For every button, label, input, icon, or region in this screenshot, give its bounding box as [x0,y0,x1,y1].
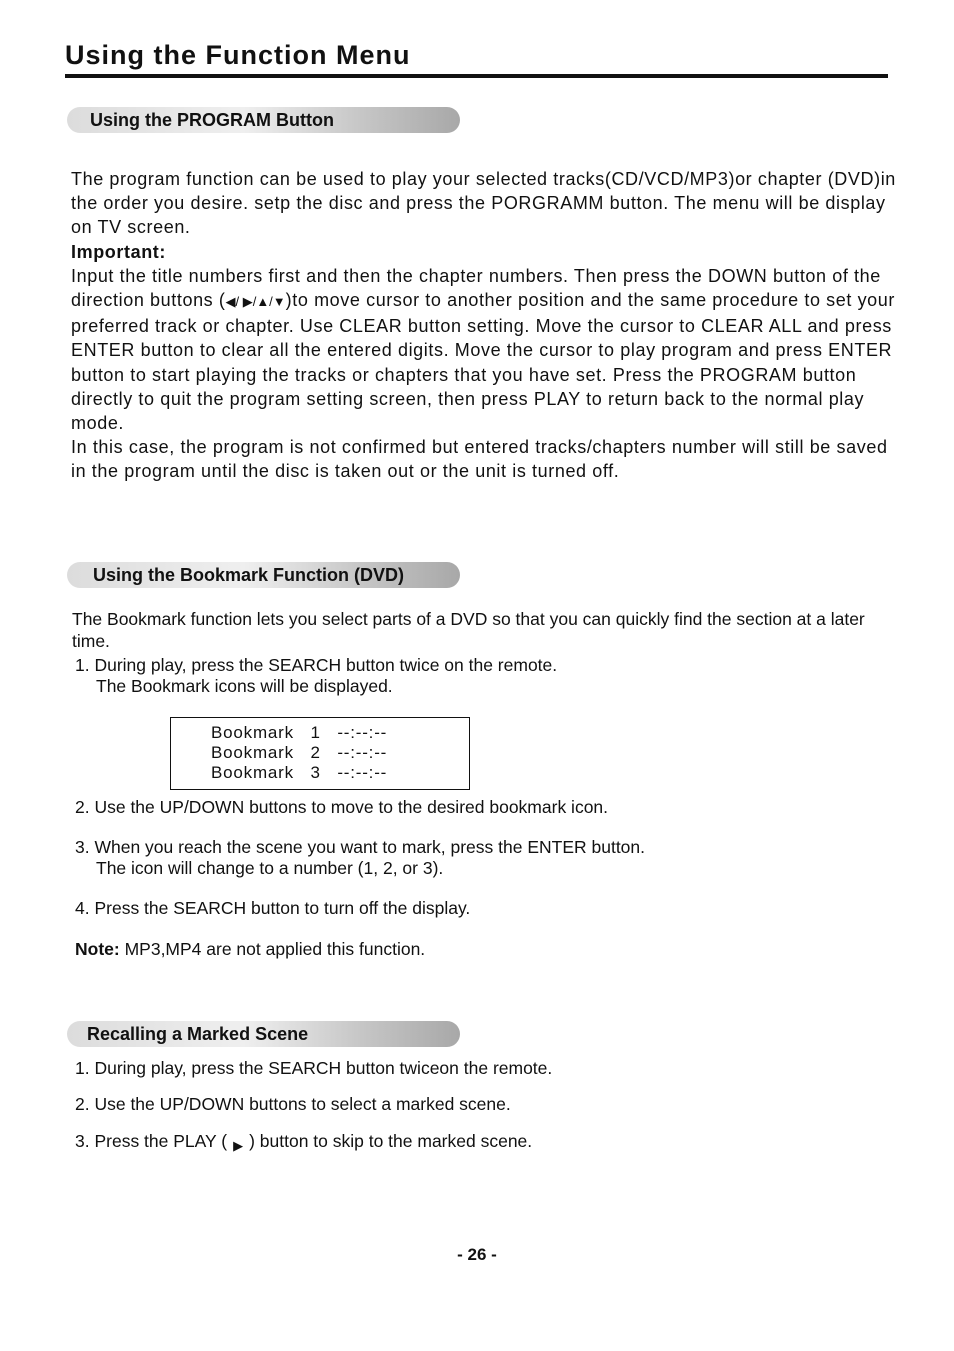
program-section-heading [67,107,460,133]
bookmark-intro: The Bookmark function lets you select parts of a DVD so that you can quickly find the section at a later time. [72,609,865,651]
bookmark-row-3: Bookmark 3 --:--:-- [211,763,388,782]
page-title: Using the Function Menu [65,40,888,78]
program-body [71,167,901,484]
program-instructions [71,264,901,435]
recall-step-3-before: 3. Press the PLAY ( [75,1131,228,1151]
bookmark-step-3-sub: The icon will change to a number (1, 2, or 3). [96,858,444,878]
bookmark-note-text: MP3,MP4 are not applied this function. [119,939,426,959]
bookmark-step-1-sub: The Bookmark icons will be displayed. [96,676,393,696]
bookmark-step-1: 1. During play, press the SEARCH button twice on the remote. [75,655,558,675]
program-note: In this case, the program is not confirmed but entered tracks/chapters number will still be saved in the program until the disc is taken out or the unit is turned off. [71,437,888,482]
program-intro: The program function can be used to play your selected tracks(CD/VCD/MP3)or chapter (DVD)in the order you desire. setp the disc and press the PORGRAMM button. The menu will be display on TV screen. [71,169,896,238]
bookmark-section-heading [67,562,460,588]
recall-step-1: 1. During play, press the SEARCH button twiceon the remote. [75,1058,553,1078]
bookmark-display-box [170,717,470,790]
play-icon: ▶ [233,1138,244,1153]
bookmark-row-1: Bookmark 1 --:--:-- [211,723,388,742]
bookmark-note-label: Note: [75,939,120,959]
bookmark-step-4: 4. Press the SEARCH button to turn off the display. [75,898,471,918]
recall-heading-text: Recalling a Marked Scene [87,1024,309,1044]
bookmark-step-2: 2. Use the UP/DOWN buttons to move to the desired bookmark icon. [75,797,609,817]
recall-step-3-after: ) button to skip to the marked scene. [249,1131,533,1151]
direction-arrows-icon: ◀/ ▶/▲/▼ [225,294,286,310]
bookmark-step-3: 3. When you reach the scene you want to mark, press the ENTER button. [75,837,646,857]
page-number: - 26 - [457,1245,497,1264]
program-instructions-after: )to move cursor to another position and the same procedure to set your preferred track or chapter. Use CLEAR button setting. Move the cursor to CLEAR ALL and press ENTER button to clear all the entered digits. Move the cursor to play program and press ENTER button to start playing the tracks or chapters that you have set. Press the PROGRAM button directly to quit the program setting screen, then press PLAY to return back to the normal play mode. [71,290,895,434]
recall-step-2: 2. Use the UP/DOWN buttons to select a marked scene. [75,1094,511,1114]
program-instructions-before: Input the title numbers first and then the chapter numbers. Then press the DOWN button of the direction buttons ( [71,265,881,311]
program-heading-text: Using the PROGRAM Button [90,110,334,130]
recall-section-heading [67,1021,460,1047]
bookmark-note [75,939,425,960]
recall-step-3 [75,1131,532,1153]
bookmark-row-2: Bookmark 2 --:--:-- [211,743,388,762]
bookmark-heading-text: Using the Bookmark Function (DVD) [93,565,405,585]
important-label: Important: [71,241,166,262]
